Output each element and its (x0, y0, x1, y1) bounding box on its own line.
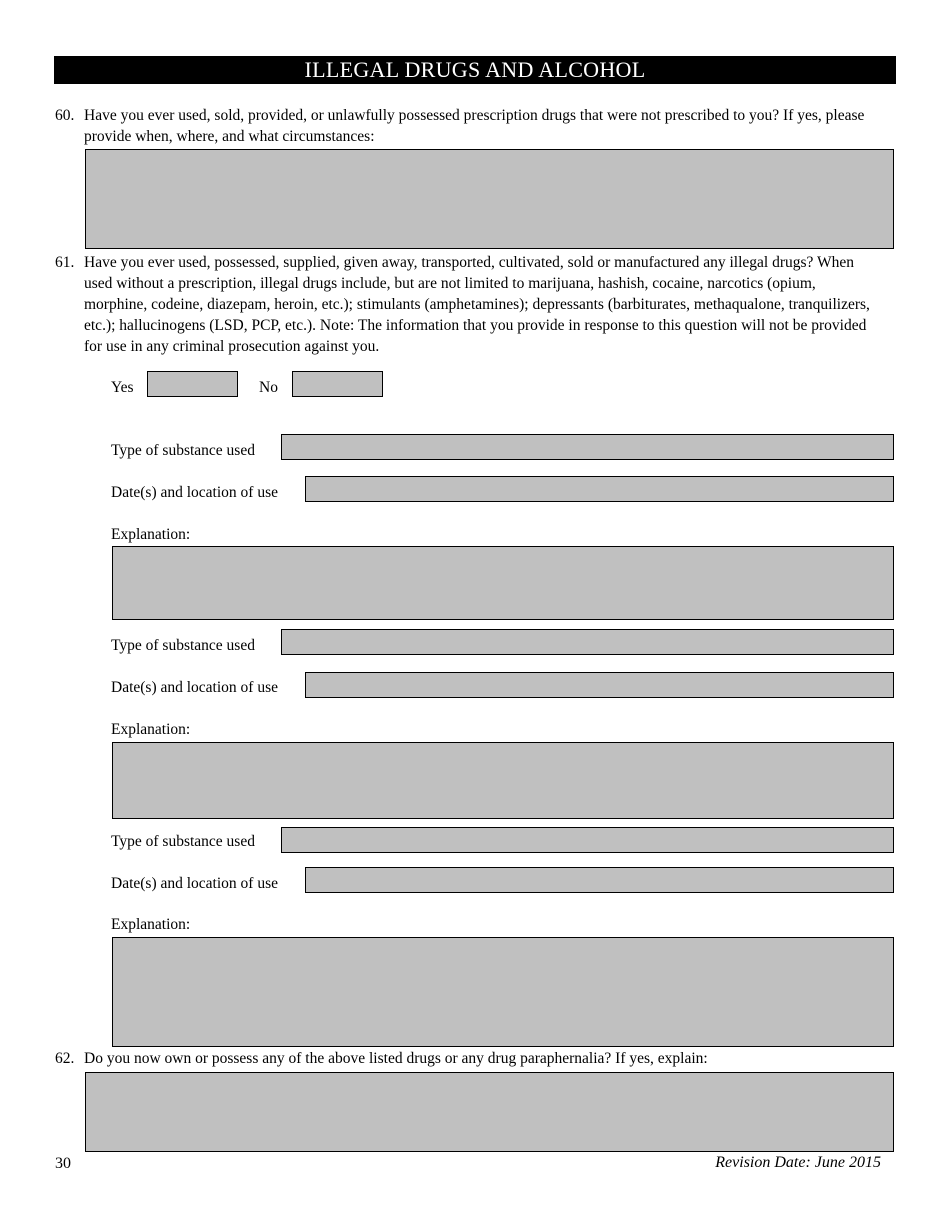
section-title: ILLEGAL DRUGS AND ALCOHOL (54, 56, 896, 84)
page-number: 30 (55, 1155, 71, 1172)
substance-field-2[interactable] (281, 629, 894, 655)
dates-field-2[interactable] (305, 672, 894, 698)
question-61-text: Have you ever used, possessed, supplied, given away, transported, cultivated, sold or manufactured any illegal drugs? When used without a prescription, illegal drugs include, but are not limited to marijuana, hashish, cocaine, narcotics (opium, morphine, codeine, diazepam, heroin, etc.); stimulants (amphetamines); depressants (barbiturates, methaqualone, tranquilizers, etc.); hallucinogens (LSD, PCP, etc.). Note: The information that you provide in response to this question will not be provided for use in any criminal prosecution against you. (84, 254, 870, 355)
dates-field-3[interactable] (305, 867, 894, 893)
explanation-field-2[interactable] (112, 742, 894, 819)
dates-field-1[interactable] (305, 476, 894, 502)
substance-label-2: Type of substance used (111, 637, 255, 654)
explanation-label-1: Explanation: (111, 526, 191, 543)
no-label: No (259, 379, 278, 396)
explanation-label-2: Explanation: (111, 721, 191, 738)
question-60-number: 60. (55, 107, 75, 124)
no-field[interactable] (292, 371, 383, 397)
question-62-answer-field[interactable] (85, 1072, 894, 1152)
explanation-field-3[interactable] (112, 937, 894, 1047)
question-62-text: Do you now own or possess any of the above listed drugs or any drug paraphernalia? If yes, explain: (84, 1050, 708, 1067)
substance-field-1[interactable] (281, 434, 894, 460)
revision-date: Revision Date: June 2015 (715, 1154, 881, 1171)
dates-label-3: Date(s) and location of use (111, 875, 278, 892)
explanation-label-3: Explanation: (111, 916, 191, 933)
substance-field-3[interactable] (281, 827, 894, 853)
explanation-field-1[interactable] (112, 546, 894, 620)
substance-label-3: Type of substance used (111, 833, 255, 850)
question-60-text: Have you ever used, sold, provided, or unlawfully possessed prescription drugs that were not prescribed to you? If yes, please provide when, where, and what circumstances: (84, 107, 865, 145)
dates-label-1: Date(s) and location of use (111, 484, 278, 501)
question-62-number: 62. (55, 1050, 75, 1067)
question-60-answer-field[interactable] (85, 149, 894, 249)
substance-label-1: Type of substance used (111, 442, 255, 459)
question-61-number: 61. (55, 254, 75, 271)
yes-label: Yes (111, 379, 134, 396)
yes-field[interactable] (147, 371, 238, 397)
dates-label-2: Date(s) and location of use (111, 679, 278, 696)
